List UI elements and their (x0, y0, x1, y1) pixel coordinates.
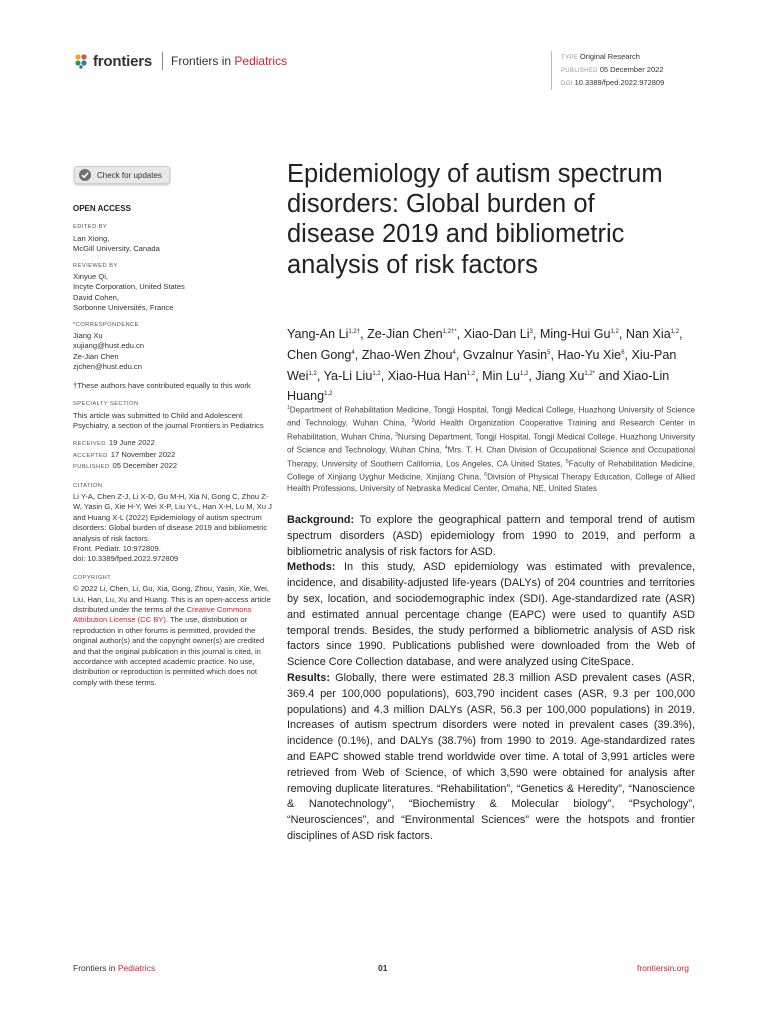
published-key: PUBLISHED (73, 464, 110, 471)
copyright-text (73, 584, 273, 688)
journal-logo[interactable] (73, 51, 287, 71)
published-row (561, 64, 664, 77)
published-key: PUBLISHED (561, 68, 598, 74)
reviewer-affiliation: Sorbonne Universités, France (73, 303, 174, 313)
author-name[interactable]: Xiao-Hua Han (387, 368, 467, 383)
citation-journal: Front. Pediatr. 10:972809. (73, 543, 161, 553)
open-access-label: OPEN ACCESS (73, 204, 131, 213)
author-affiliation-marker: 1,2 (324, 391, 333, 398)
type-value: Original Research (579, 52, 640, 61)
affiliation-number: 1 (287, 405, 290, 411)
affiliation-text: Nursing Department, Tongji Hospital, Tongji Medical College, Huazhong University of Science and Technology, Wuhan China, (287, 432, 695, 456)
author-affiliation-marker: 1,2 (372, 370, 381, 377)
equal-contribution-note: †These authors have contributed equally to this work (73, 380, 251, 390)
author-affiliation-marker: 1,2†* (442, 329, 457, 335)
author-affiliation-marker: 6 (621, 349, 625, 356)
results-heading: Results: (287, 671, 330, 684)
author-affiliation-marker: 5 (547, 349, 551, 356)
license-link[interactable]: Creative Commons Attribution License (CC BY). (73, 605, 252, 625)
affiliation-text: World Health Organization Cooperative Training and Research Center in Rehabilitation, Wuhan China, (287, 419, 695, 442)
check-updates-icon (79, 169, 91, 181)
footer-journal-name: Pediatrics (117, 963, 156, 973)
affiliation-text: Division of Physical Therapy Education, College of Allied Health Professions, University of Nebraska Medical Center, Omaha, NE, United States (287, 473, 695, 493)
footer-journal-prefix: Frontiers in (73, 963, 118, 973)
author-affiliation-marker: 1,2* (584, 370, 596, 377)
footer-journal (73, 963, 155, 973)
accepted-key: ACCEPTED (73, 452, 108, 459)
author-name[interactable]: Xiao-Lin Huang (287, 368, 670, 404)
type-key: TYPE (561, 55, 578, 61)
article-type-row (561, 51, 664, 64)
methods-heading: Methods: (287, 561, 336, 574)
affiliations (287, 403, 695, 495)
author-list: Yang-An $Li^{1,2\dagger}$, Ze-Jian Chen$^{1,2\dagger*}$, Xiao-Dan Li$^3$, Ming-Hui Gu$^{1,2}$, Nan Xia$^{1,2}$, Chen Gong$^4$, Zhao-Wen Zhou$^4$, Gvzalnur Yasin$^5$, Hao-Yu Xie$^6$, Xiu-Pan Wei$^{1,2}$, Ya-Li Liu$^{1,2}$, Xiao-Hua Han$^{1,2}$, Min Lu$^{1,2}$, Jiang $Xu^{1,2*}$ and Xiao-Lin Huang$^{1,2}$ (287, 327, 683, 404)
background-heading: Background: (287, 514, 355, 526)
author-name[interactable]: Chen Gong (287, 347, 352, 362)
affiliation-number: 3 (395, 431, 398, 438)
author-name[interactable]: Xiu-Pan Wei (287, 347, 677, 383)
citation-heading: CITATION (73, 482, 103, 489)
abstract-background (287, 513, 695, 560)
published-value: 05 December 2022 (112, 461, 178, 471)
article-title: Epidemiology of autism spectrum disorders: Global burden of disease 2019 and bibliometric analysis of risk factors (287, 160, 663, 279)
doi-key: DOI (561, 81, 573, 87)
methods-text: In this study, ASD epidemiology was estimated with prevalence, incidence, and disability-adjusted life-years (DALYs) of 204 countries and territories by sex, location, and sociodemographic index (SDI). Age-standardized rate (ASR) and estimated annual percentage change (EAPC) were used to quantify ASD temporal trends. Besides, the study performed a bibliometric analysis of ASD risk factors since 1990. Publications published were downloaded from the Web of Science Core Collection database, and were analyzed using CiteSpace. (287, 561, 695, 669)
published-row (73, 461, 273, 472)
author-affiliation-marker: 4 (452, 349, 456, 356)
received-row (73, 438, 273, 449)
background-text: To explore the geographical pattern and temporal trend of autism spectrum disorders (ASD) epidemiology from 1990 to 2019, and perform a bibliometric analysis of risk factors for ASD. (287, 514, 695, 558)
doi-row (561, 77, 664, 90)
correspondent-name: Jiang Xu (73, 331, 103, 341)
journal-prefix: Frontiers in (171, 54, 235, 68)
results-text: Globally, there were estimated 28.3 million ASD prevalent cases (ASR, 369.4 per 100,000 populations), 603,790 incident cases (ASR, 9.3 per 100,000 populations) and 4.3 million DALYs (ASR, 56.3 per 100,000 populations) in 2019. Increases of autism spectrum disorders were noted in prevalent cases (39.3%), incidence (0.1%), and DALYs (38.7%) from 1990 to 2019. Age-standardized rates and EAPC showed stable trend worldwide over time. A total of 3,991 articles were retrieved from Web of Science, of which 3,590 were obtained for analysis after removing duplicate literatures. “Rehabilitation”, “Genetics & Heredity”, “Nanoscience & Nanotechnology”, “Biochemistry & Molecular biology”, “Psychology”, “Neurosciences”, and “Environmental Sciences” were the hotspots and frontier disciplines of ASD risk factors. (287, 671, 695, 842)
abstract (287, 513, 695, 845)
affiliation-text: Faculty of Rehabilitation Medicine, College of Xinjiang Uyghur Medicine, Xinjiang China, (287, 459, 695, 483)
author-name[interactable]: Ming-Hui Gu (539, 327, 611, 342)
specialty-text: This article was submitted to Child and Adolescent Psychiatry, a section of the journal Frontiers in Pediatrics (73, 410, 264, 430)
author-name[interactable]: Xiao-Dan Li (463, 327, 530, 342)
header-divider (162, 52, 163, 70)
reviewer-name: David Cohen, (73, 292, 120, 302)
author-name[interactable]: Ze-Jian Chen (367, 327, 443, 342)
author-name[interactable]: Zhao-Wen Zhou (361, 347, 453, 362)
frontiers-logo-icon (73, 53, 89, 69)
check-for-updates-button[interactable] (74, 166, 170, 184)
author-name[interactable]: Jiang Xu (535, 368, 585, 383)
edited-by-heading: EDITED BY (73, 224, 108, 231)
published-value: 05 December 2022 (599, 65, 664, 74)
affiliation-number: 6 (484, 472, 488, 479)
affiliation-number: 4 (444, 445, 448, 452)
copyright-heading: COPYRIGHT (73, 574, 112, 581)
correspondent-email[interactable]: zjchen@hust.edu.cn (73, 362, 142, 372)
affiliation-text: Department of Rehabilitation Medicine, Tongji Hospital, Tongji Medical College, Huazhong University of Science and Technology, Wuhan China, (287, 405, 695, 429)
copyright-part-a: © 2022 Li, Chen, Li, Gu, Xia, Gong, Zhou, Yasin, Xie, Wei, Liu, Han, Lu, Xu and Huang. This is an open-access article distributed under the terms of the (73, 584, 271, 614)
footer-site-link[interactable]: frontiersin.org (637, 963, 689, 973)
author-affiliation-marker: 1,2 (466, 370, 476, 377)
author-name[interactable]: Nan Xia (625, 327, 671, 342)
accepted-row (73, 450, 273, 461)
correspondent-name: Ze-Jian Chen (73, 351, 119, 361)
page-number: 01 (378, 963, 388, 973)
brand-name: frontiers (93, 52, 153, 70)
citation-text: Li Y-A, Chen Z-J, Li X-D, Gu M-H, Xia N, Gong C, Zhou Z-W, Yasin G, Xie H-Y, Wei X-P, Liu Y-L, Han X-H, Lu M, Xu J and Huang X-L (2022) Epidemiology of autism spectrum disorders: Global burden of disease 2019 and bibliometric analysis of risk factors. (73, 491, 272, 543)
editor-name: Lan Xiong, (73, 233, 110, 243)
received-value: 19 June 2022 (108, 438, 155, 448)
check-updates-label: Check for updates (97, 170, 162, 180)
citation-doi[interactable]: doi: 10.3389/fped.2022.972809 (73, 554, 179, 564)
author-affiliation-marker: 1,2 (519, 370, 529, 377)
author-name[interactable]: Yang-An Li (287, 327, 349, 342)
reviewer-affiliation: Incyte Corporation, United States (73, 282, 185, 292)
author-affiliation-marker: 3 (529, 329, 533, 335)
author-affiliation-marker: 1,2 (670, 329, 680, 335)
journal-name: Pediatrics (234, 54, 288, 68)
affiliation-text: Mrs. T. H. Chan Division of Occupational Science and Occupational Therapy, University of Southern California, Los Angeles, CA United States, (287, 446, 695, 469)
author-name[interactable]: Gvzalnur Yasin (462, 347, 548, 362)
author-affiliation-marker: 1,2† (348, 329, 361, 335)
reviewer-name: Xinyue Qi, (73, 272, 109, 282)
sidebar (73, 204, 273, 688)
affiliation-number: 5 (565, 458, 569, 465)
abstract-results (287, 671, 695, 845)
author-affiliation-marker: 4 (351, 349, 355, 356)
author-affiliation-marker: 1,2 (308, 370, 317, 377)
correspondence-heading: *CORRESPONDENCE (73, 321, 139, 328)
article-meta (551, 51, 664, 90)
author-name[interactable]: Hao-Yu Xie (557, 347, 622, 362)
accepted-value: 17 November 2022 (110, 449, 176, 459)
received-key: RECEIVED (73, 441, 106, 448)
author-name[interactable]: Min Lu (482, 368, 520, 383)
journal-title (171, 54, 287, 68)
correspondent-email[interactable]: xujiang@hust.edu.cn (73, 341, 145, 351)
editor-affiliation: McGill University, Canada (73, 244, 160, 254)
affiliation-number: 2 (411, 418, 415, 425)
author-affiliation-marker: 1,2 (610, 329, 619, 335)
abstract-methods (287, 560, 695, 671)
author-name[interactable]: Ya-Li Liu (323, 368, 373, 383)
doi-value[interactable]: 10.3389/fped.2022.972809 (574, 78, 665, 87)
specialty-heading: SPECIALTY SECTION (73, 401, 139, 408)
copyright-part-b: The use, distribution or reproduction in other forums is permitted, provided the original author(s) and the copyright owner(s) are credited and that the original publication in this journal is cited, in accordance with accepted academic practice. No use, distribution or reproduction is permitted which does not comply with these terms. (73, 615, 265, 687)
reviewed-by-heading: REVIEWED BY (73, 262, 118, 269)
